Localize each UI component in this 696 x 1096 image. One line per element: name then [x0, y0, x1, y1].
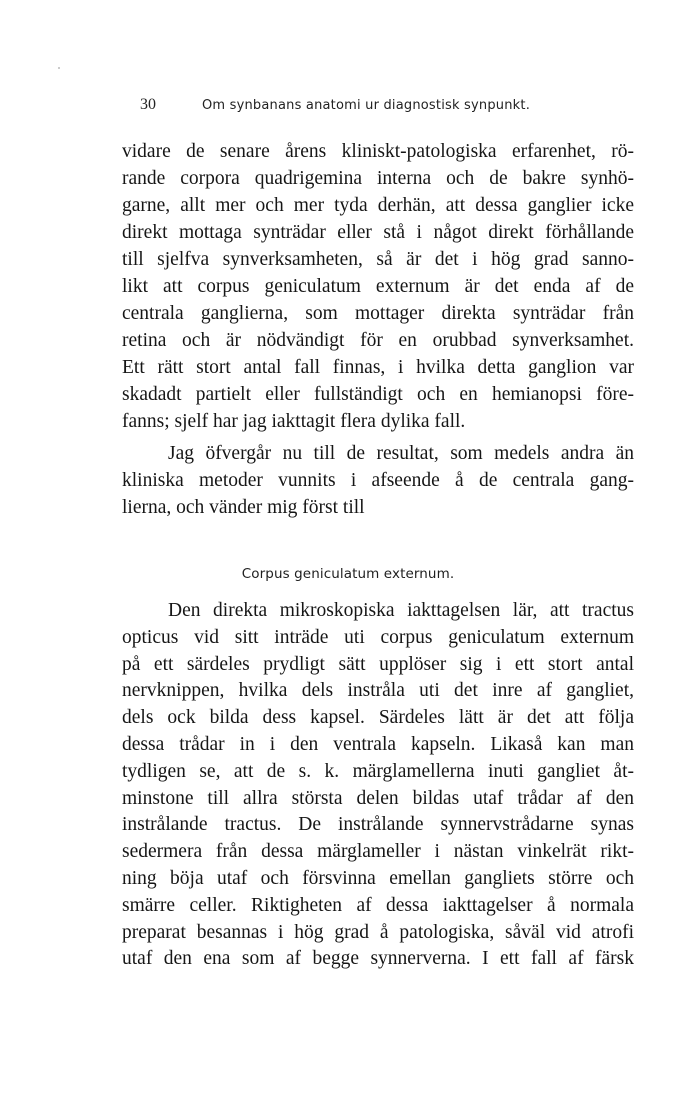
paragraph-transition: [122, 440, 634, 521]
text-line: nervknippen, hvilka dels instråla uti det inre af gangliet,: [122, 680, 634, 702]
text-line: skadadt partielt eller fullständigt och en hemianopsi före-: [122, 384, 634, 405]
paragraph-continued: [122, 138, 634, 435]
text-line: ning böja utaf och försvinna emellan gangliets större och: [122, 867, 634, 889]
section-heading: Corpus geniculatum externum.: [241, 566, 455, 582]
text-line: minstone till allra största delen bildas utaf trådar af den: [122, 787, 634, 809]
text-line: direkt mottaga synträdar eller stå i något direkt förhållande: [122, 222, 634, 243]
text-line: till sjelfva synverksamheten, så är det i hög grad sanno-: [122, 249, 634, 270]
paper-speck: [58, 67, 60, 69]
text-line: dels ock bilda dess kapsel. Särdeles lätt är det att följa: [122, 707, 634, 729]
text-line: kliniska metoder vunnits i afseende å de centrala gang-: [122, 470, 634, 491]
text-line: sedermera från dessa märglameller i nästan vinkelrät rikt-: [122, 841, 634, 863]
text-line: Ett rätt stort antal fall finnas, i hvilka detta ganglion var: [122, 357, 634, 378]
text-line: garne, allt mer och mer tyda derhän, att dessa ganglier icke: [122, 195, 634, 216]
text-line: på ett särdeles prydligt sätt upplöser sig i ett stort antal: [122, 653, 634, 675]
text-line: likt att corpus geniculatum externum är det enda af de: [122, 276, 634, 297]
text-line: tydligen se, att de s. k. märglamellerna inuti gangliet åt-: [122, 760, 634, 782]
text-line: vidare de senare årens kliniskt-patologiska erfarenhet, rö-: [122, 141, 634, 162]
text-line: instrålande tractus. De instrålande synnervstrådarne synas: [122, 814, 634, 836]
text-line: Den direkta mikroskopiska iakttagelsen lär, att tractus: [168, 600, 634, 621]
page-number: 30: [140, 96, 156, 113]
text-line: fanns; sjelf har jag iakttagit flera dylika fall.: [122, 411, 466, 432]
text-line: preparat besannas i hög grad å patologiska, såväl vid atrofi: [122, 921, 634, 943]
text-line: smärre celler. Riktigheten af dessa iakttagelser å normala: [122, 894, 634, 916]
text-line: lierna, och vänder mig först till: [122, 497, 365, 518]
page-header: [140, 96, 560, 114]
text-line: opticus vid sitt inträde uti corpus geniculatum externum: [122, 626, 634, 648]
paragraph-section-body: [122, 598, 634, 973]
text-line: centrala ganglierna, som mottager direkta synträdar från: [122, 303, 634, 324]
running-title: Om synbanans anatomi ur diagnostisk synpunkt.: [202, 98, 531, 113]
text-line: Jag öfvergår nu till de resultat, som medels andra än: [168, 443, 634, 464]
text-line: utaf den ena som af begge synnerverna. I ett fall af färsk: [122, 948, 634, 970]
text-line: dessa trådar in i den ventrala kapseln. Likaså kan man: [122, 733, 634, 755]
text-line: retina och är nödvändigt för en orubbad synverksamhet.: [122, 330, 634, 351]
text-line: rande corpora quadrigemina interna och de bakre synhö-: [122, 168, 634, 189]
